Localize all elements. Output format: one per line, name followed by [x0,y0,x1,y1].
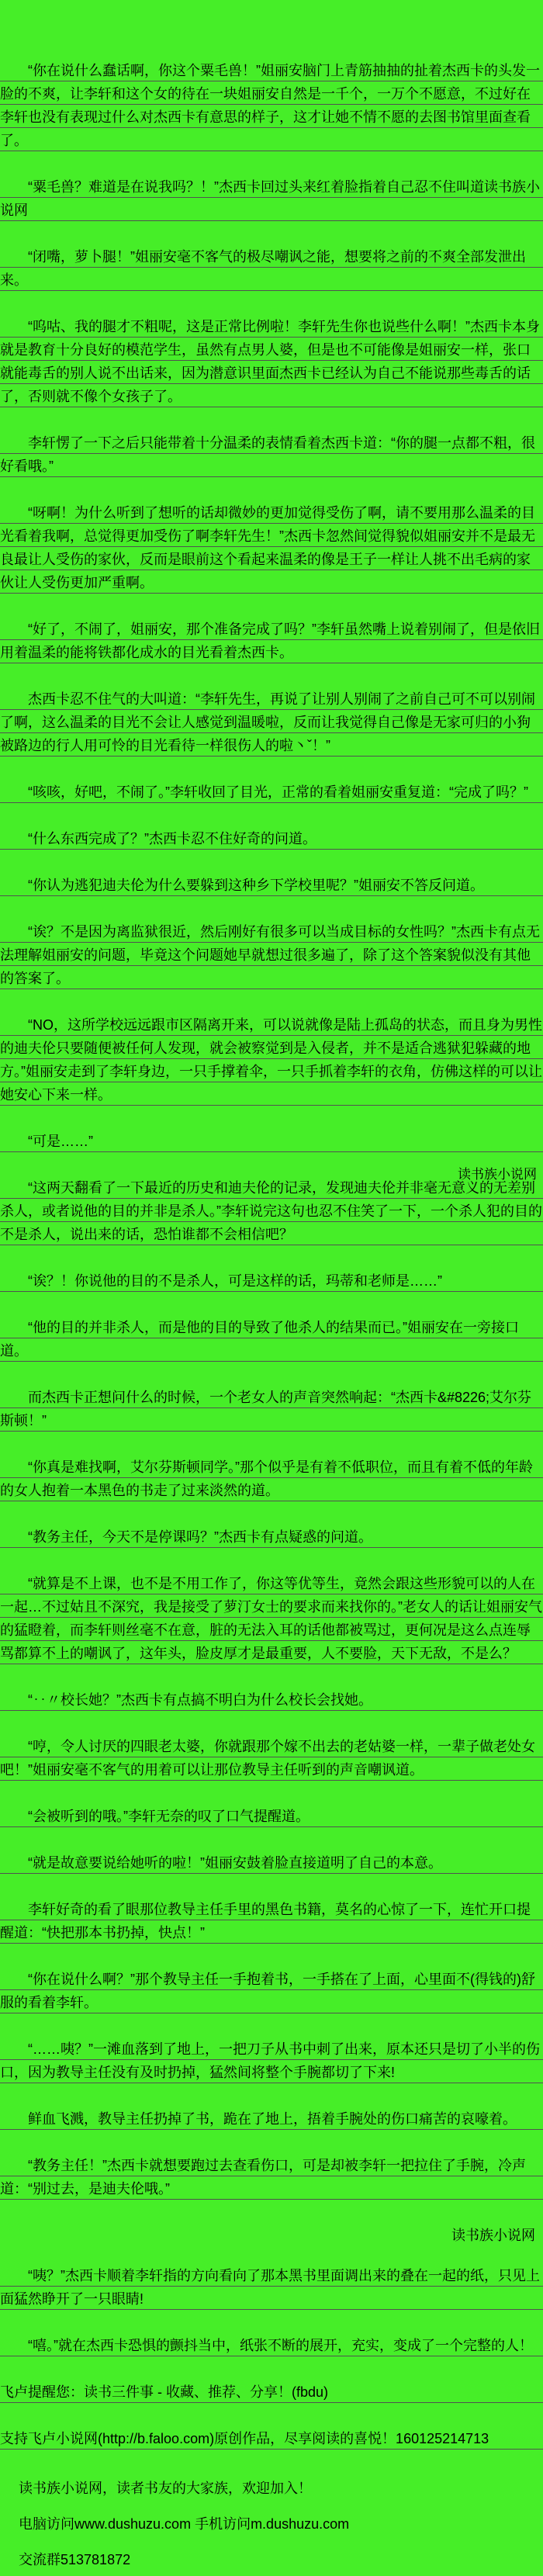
novel-paragraph: “这两天翻看了一下最近的历史和迪夫伦的记录，发现迪夫伦并非毫无意义的无差别杀人，或者说他的目的并非是杀人。”李轩说完这句也忍不住笑了一下，一个杀人犯的目的不是杀人，说出来的话，恐怕谁都不会相信吧？ 读书族小说网 [0,1176,543,1246]
novel-paragraph: 鲜血飞溅，教导主任扔掉了书，跪在了地上，捂着手腕处的伤口痛苦的哀嚎着。 [0,2107,543,2131]
novel-paragraph: 飞卢提醒您：读书三件事 - 收藏、推荐、分享！(fbdu) [0,2380,543,2404]
novel-paragraph: “咦？”杰西卡顺着李轩指的方向看向了那本黑书里面调出来的叠在一起的纸，只见上面猛然睁开了一只眼睛! [0,2264,543,2311]
novel-paragraph: “‥〃校长她？”杰西卡有点搞不明白为什么校长会找她。 [0,1688,543,1712]
site-footer [0,2477,543,2571]
novel-paragraph: “嘻。”就在杰西卡恐惧的颤抖当中，纸张不断的展开，充实，变成了一个完整的人！ [0,2334,543,2357]
novel-paragraph: “NO，这所学校远远跟市区隔离开来，可以说就像是陆上孤岛的状态，而且身为男性的迪夫伦只要随便被任何人发现，就会被察觉到是入侵者，并不是适合逃狱犯躲藏的地方。”姐丽安走到了李轩身边，一只手撑着伞，一只手抓着李轩的衣角，仿佛这样的可以让她安心下来一样。 [0,1013,543,1106]
inline-site-watermark: 读书族小说网 [458,1167,537,1182]
novel-paragraph: 李轩愣了一下之后只能带着十分温柔的表情看着杰西卡道：“你的腿一点都不粗，很好看哦。” [0,431,543,478]
novel-paragraph: “诶？！你说他的目的不是杀人，可是这样的话，玛蒂和老师是……” [0,1269,543,1293]
novel-paragraph: “教务主任，今天不是停课吗？”杰西卡有点疑惑的问道。 [0,1525,543,1549]
novel-paragraph: 李轩好奇的看了眼那位教导主任手里的黑色书籍，莫名的心惊了一下，连忙开口提醒道：“快把那本书扔掉，快点！” [0,1898,543,1944]
footer-site-slogan: 读书族小说网，读者书友的大家族，欢迎加入！ [19,2481,312,2496]
novel-paragraph: 读书族小说网 [451,2228,535,2243]
novel-paragraph: “你认为逃犯迪夫伦为什么要躲到这种乡下学校里呢？”姐丽安不答反问道。 [0,874,543,897]
novel-paragraph: “教务主任！”杰西卡就想要跑过去查看伤口，可是却被李轩一把拉住了手腕，冷声道：“别过去，是迪夫伦哦。” [0,2154,543,2200]
footer-qq-group: 交流群513781872 [19,2552,131,2567]
novel-paragraph: “你在说什么啊？”那个教导主任一手抱着书，一手搭在了上面，心里面不(得钱的)舒服的看着李轩。 [0,1968,543,2014]
novel-paragraph: “就算是不上课，也不是不用工作了，你这等优等生，竟然会跟这些形貌可以的人在一起…不过姑且不深究，我是接受了萝汀女士的要求而来找你的。”老女人的话让姐丽安气的猛瞪着，而李轩则丝毫不在意，脏的无法入耳的话他都被骂过，更何况是这么点连辱骂都算不上的嘲讽了，这年头，脸皮厚才是最重要，人不要脸，天下无敌，不是么？ [0,1572,543,1665]
novel-paragraph: “呀啊！为什么听到了想听的话却微妙的更加觉得受伤了啊，请不要用那么温柔的目光看着我啊，总觉得更加受伤了啊李轩先生！”杰西卡忽然间觉得貌似姐丽安并不是最无良最让人受伤的家伙，反而是眼前这个看起来温柔的像是王子一样让人挑不出毛病的家伙让人受伤更加严重啊。 [0,501,543,594]
novel-paragraph: “他的目的并非杀人，而是他的目的导致了他杀人的结果而已。”姐丽安在一旁接口道。 [0,1316,543,1362]
novel-paragraph: “你真是难找啊，艾尔芬斯顿同学。”那个似乎是有着不低职位，而且有着不低的年龄的女人抱着一本黑色的书走了过来淡然的道。 [0,1456,543,1502]
novel-text-body [0,59,543,2450]
novel-paragraph: “哼，令人讨厌的四眼老太婆，你就跟那个嫁不出去的老姑婆一样，一辈子做老处女吧！”姐丽安毫不客气的用着可以让那位教导主任听到的声音嘲讽道。 [0,1735,543,1781]
footer-site-urls: 电脑访问www.dushuzu.com 手机访问m.dushuzu.com [19,2516,350,2532]
novel-paragraph: “粟毛兽？难道是在说我吗？！”杰西卡回过头来红着脸指着自己忍不住叫道读书族小说网 [0,175,543,222]
novel-paragraph: “诶？不是因为离监狱很近，然后刚好有很多可以当成目标的女性吗？”杰西卡有点无法理解姐丽安的问题，毕竟这个问题她早就想过很多遍了，除了这个答案貌似没有其他的答案了。 [0,920,543,990]
novel-paragraph: 支持飞卢小说网(http://b.faloo.com)原创作品，尽享阅读的喜悦！160125214713 [0,2427,543,2450]
novel-paragraph: “什么东西完成了？”杰西卡忍不住好奇的问道。 [0,827,543,850]
novel-paragraph: 杰西卡忍不住气的大叫道：“李轩先生，再说了让别人别闹了之前自己可不可以别闹了啊，这么温柔的目光不会让人感觉到温暖啦，反而让我觉得自己像是无家可归的小狗被路边的行人用可怜的目光看待一样很伤人的啦丶ˇ！” [0,687,543,757]
novel-paragraph: “好了，不闹了，姐丽安，那个准备完成了吗？”李轩虽然嘴上说着别闹了，但是依旧用着温柔的能将铁都化成水的目光看着杰西卡。 [0,618,543,664]
novel-paragraph: “会被听到的哦。”李轩无奈的叹了口气提醒道。 [0,1805,543,1828]
novel-paragraph: “呜咕、我的腿才不粗呢，这是正常比例啦！李轩先生你也说些什么啊！”杰西卡本身就是教育十分良好的模范学生，虽然有点男人婆，但是也不可能像是姐丽安一样，张口就能毒舌的别人说不出话来，因为潜意识里面杰西卡已经认为自己不能说那些毒舌的话了，否则就不像个女孩子了。 [0,315,543,408]
novel-paragraph: “你在说什么蠢话啊，你这个粟毛兽！”姐丽安脑门上青筋抽抽的扯着杰西卡的头发一脸的不爽，让李轩和这个女的待在一块姐丽安自然是一千个，一万个不愿意，不过好在李轩也没有表现过什么对杰西卡有意思的样子，这才让她不情不愿的去图书馆里面查看了。 [0,59,543,152]
novel-paragraph: “闭嘴，萝卜腿！”姐丽安毫不客气的极尽嘲讽之能，想要将之前的不爽全部发泄出来。 [0,245,543,292]
novel-paragraph: “……咦？”一滩血落到了地上，一把刀子从书中刺了出来，原本还只是切了小半的伤口，因为教导主任没有及时扔掉，猛然间将整个手腕都切了下来! [0,2038,543,2084]
novel-paragraph: “就是故意要说给她听的啦！”姐丽安鼓着脸直接道明了自己的本意。 [0,1851,543,1875]
novel-paragraph: “咳咳，好吧，不闹了。”李轩收回了目光，正常的看着姐丽安重复道：“完成了吗？” [0,781,543,804]
novel-paragraph: “可是……” [0,1130,543,1153]
novel-paragraph: 而杰西卡正想问什么的时候，一个老女人的声音突然响起：“杰西卡&#8226;艾尔芬斯顿！” [0,1386,543,1432]
